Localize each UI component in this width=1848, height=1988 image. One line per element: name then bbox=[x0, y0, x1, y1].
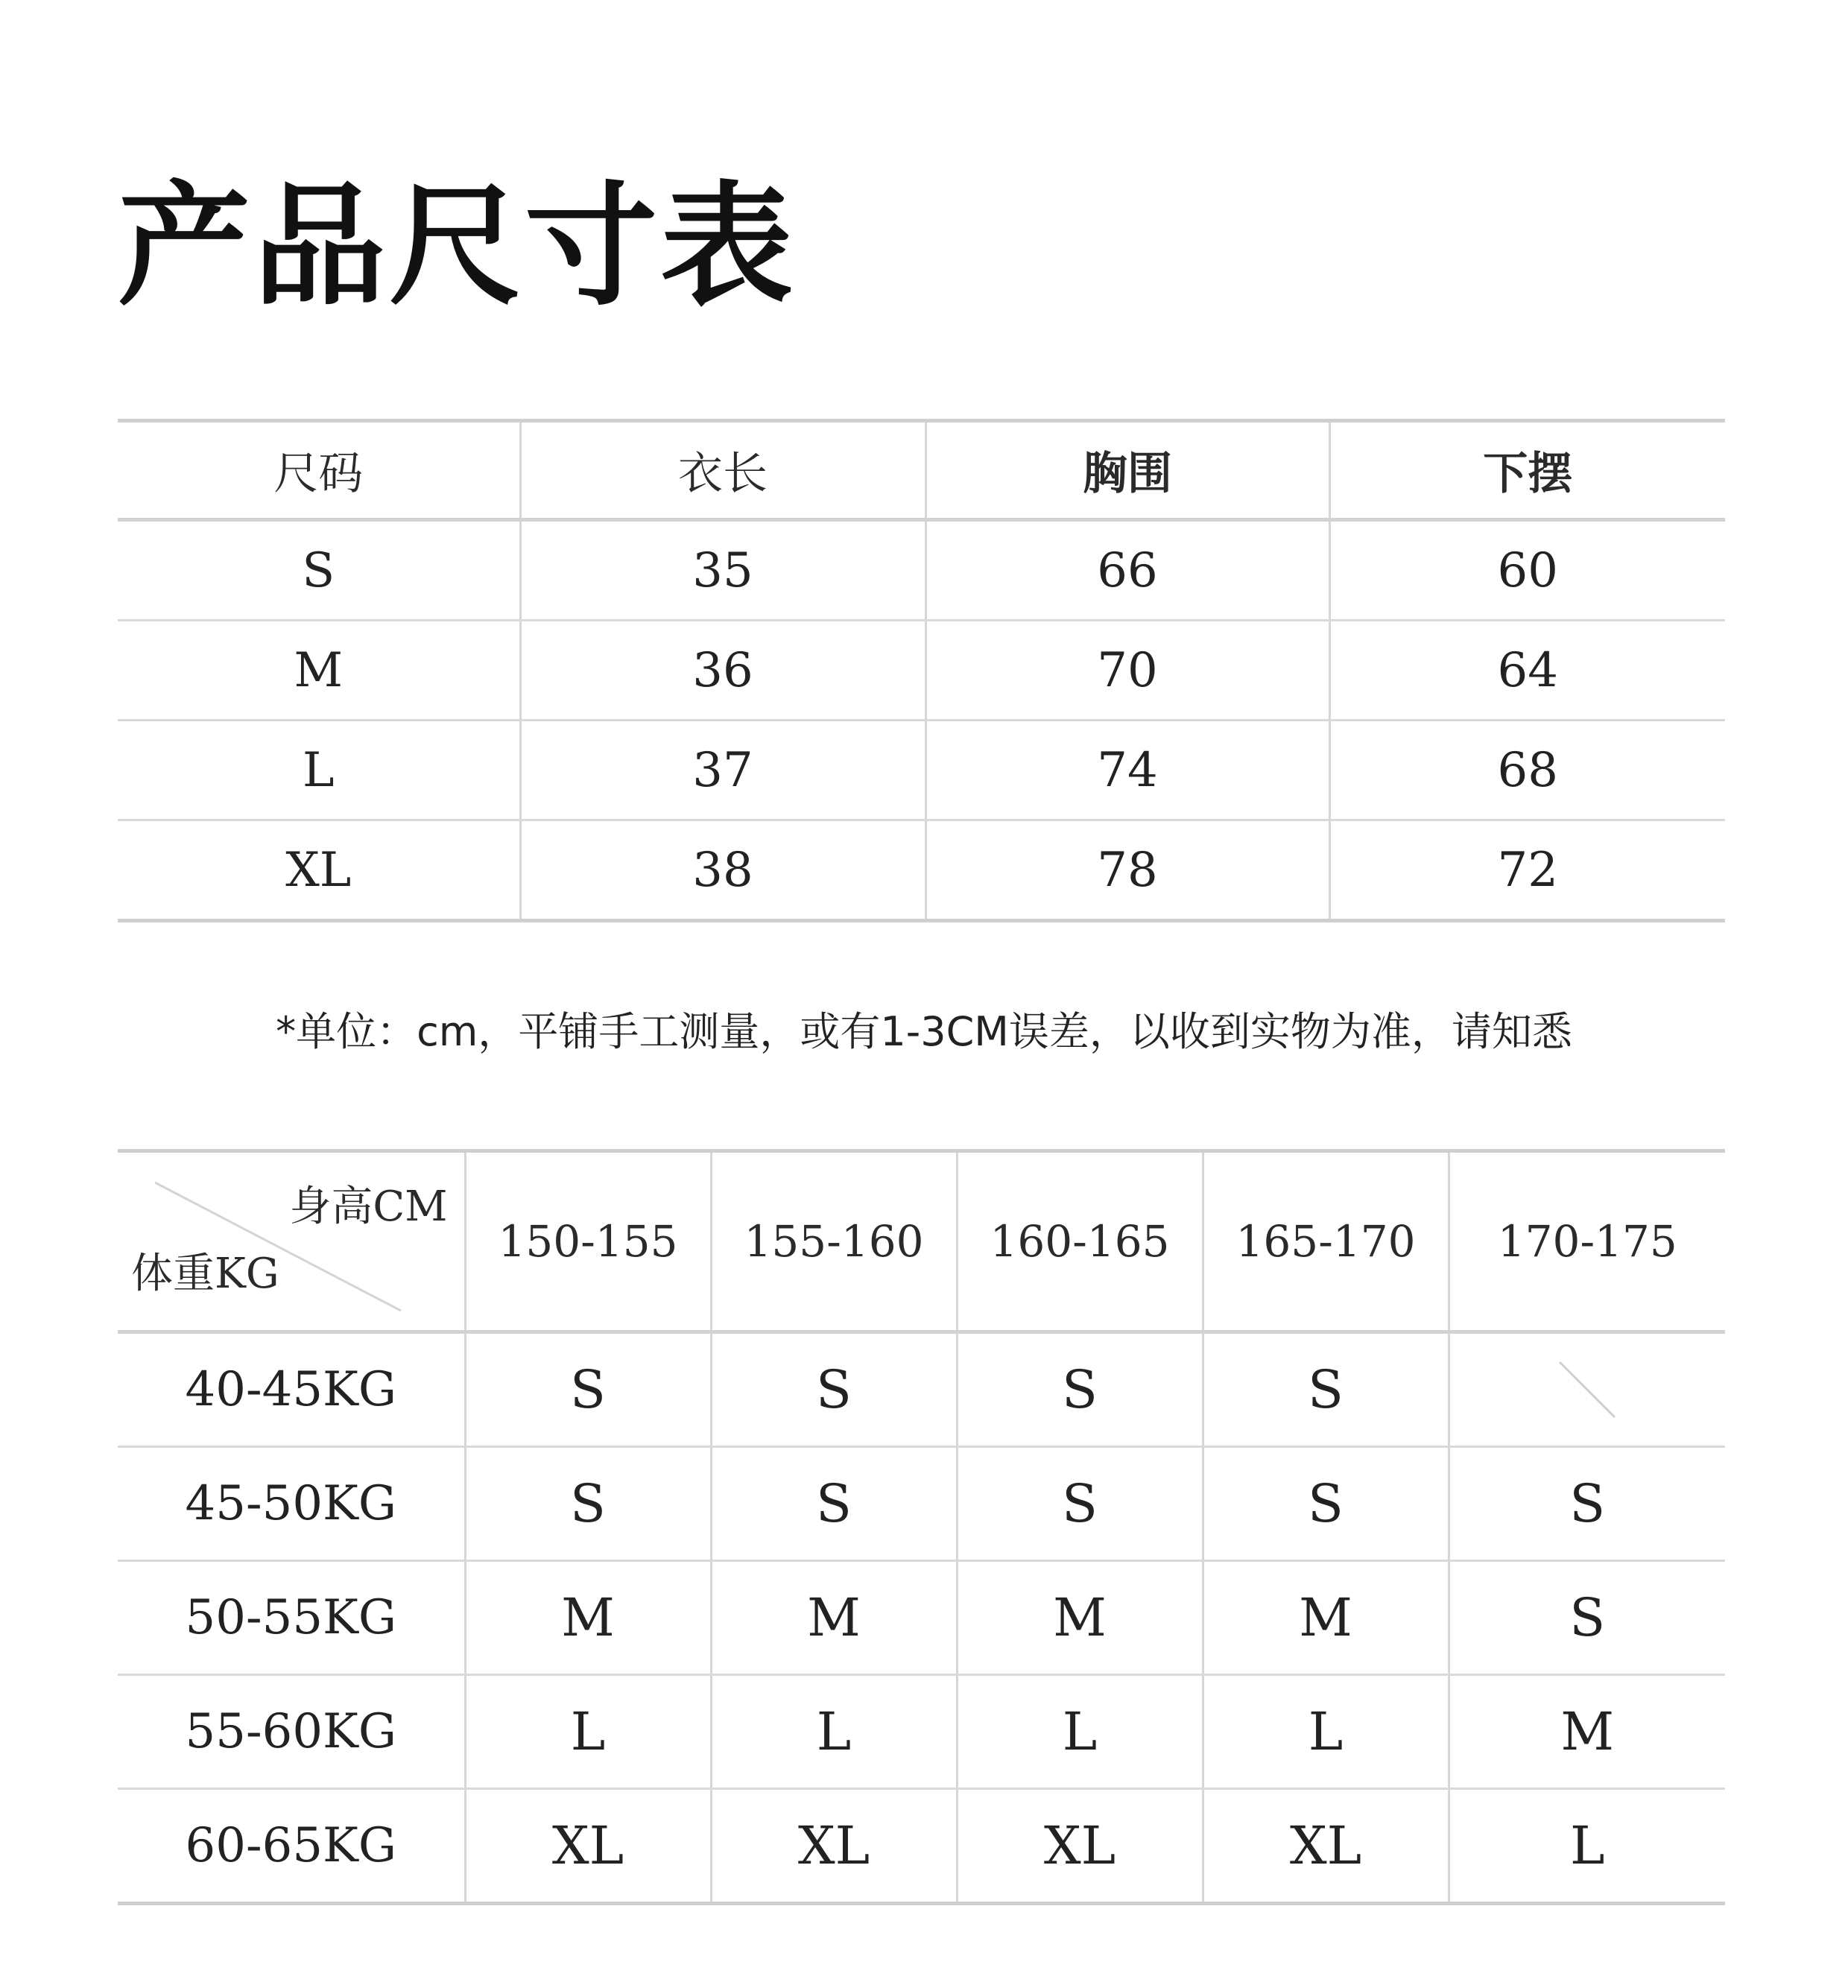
recommended-size-cell: XL bbox=[711, 1789, 957, 1904]
weight-range-cell: 60-65KG bbox=[118, 1789, 465, 1904]
chest-cell: 70 bbox=[925, 621, 1329, 721]
chest-cell: 74 bbox=[925, 721, 1329, 820]
hem-cell: 68 bbox=[1329, 721, 1725, 820]
length-cell: 35 bbox=[520, 520, 925, 621]
recommended-size-cell: XL bbox=[957, 1789, 1203, 1904]
size-header-length: 衣长 bbox=[520, 421, 925, 520]
recommended-size-cell: S bbox=[1449, 1561, 1725, 1675]
recommended-size-cell: L bbox=[957, 1675, 1203, 1789]
hem-cell: 60 bbox=[1329, 520, 1725, 621]
recommended-size-cell: S bbox=[1203, 1447, 1449, 1561]
recommended-size-cell: L bbox=[465, 1675, 711, 1789]
recommended-size-cell: XL bbox=[1203, 1789, 1449, 1904]
height-range-header: 170-175 bbox=[1449, 1151, 1725, 1332]
size-cell: L bbox=[118, 721, 520, 820]
not-applicable-cell bbox=[1449, 1332, 1725, 1447]
hem-cell: 64 bbox=[1329, 621, 1725, 721]
size-cell: M bbox=[118, 621, 520, 721]
corner-header bbox=[118, 1153, 464, 1330]
table-row bbox=[118, 1332, 1725, 1447]
recommended-size-cell: L bbox=[711, 1675, 957, 1789]
size-cell: XL bbox=[118, 820, 520, 921]
chest-cell: 78 bbox=[925, 820, 1329, 921]
size-chart-table bbox=[118, 419, 1725, 922]
height-range-header: 165-170 bbox=[1203, 1151, 1449, 1332]
diagonal-divider bbox=[118, 1153, 465, 1330]
weight-range-cell: 40-45KG bbox=[118, 1332, 465, 1447]
table-row bbox=[118, 1447, 1725, 1561]
recommended-size-cell: M bbox=[957, 1561, 1203, 1675]
size-header-size: 尺码 bbox=[118, 421, 520, 520]
table-row bbox=[118, 820, 1725, 921]
recommended-size-cell: S bbox=[465, 1447, 711, 1561]
chest-cell: 66 bbox=[925, 520, 1329, 621]
recommended-size-cell: S bbox=[711, 1332, 957, 1447]
size-table-header-row bbox=[118, 421, 1725, 520]
height-range-header: 160-165 bbox=[957, 1151, 1203, 1332]
weight-range-cell: 55-60KG bbox=[118, 1675, 465, 1789]
table-row bbox=[118, 721, 1725, 820]
size-recommendation-table bbox=[118, 1149, 1725, 1905]
recommended-size-cell: S bbox=[711, 1447, 957, 1561]
recommended-size-cell: L bbox=[1449, 1789, 1725, 1904]
recommended-size-cell: M bbox=[1449, 1675, 1725, 1789]
rec-table-header-row bbox=[118, 1151, 1725, 1332]
size-header-chest: 胸围 bbox=[925, 421, 1329, 520]
weight-range-cell: 50-55KG bbox=[118, 1561, 465, 1675]
table-row bbox=[118, 1675, 1725, 1789]
length-cell: 37 bbox=[520, 721, 925, 820]
length-cell: 38 bbox=[520, 820, 925, 921]
recommended-size-cell: S bbox=[1203, 1332, 1449, 1447]
weight-axis-label: 体重KG bbox=[131, 1250, 279, 1298]
height-axis-label: 身高CM bbox=[289, 1183, 448, 1231]
recommended-size-cell: M bbox=[465, 1561, 711, 1675]
recommended-size-cell: M bbox=[711, 1561, 957, 1675]
corner-header-cell bbox=[118, 1151, 465, 1332]
size-header-hem: 下摆 bbox=[1329, 421, 1725, 520]
recommended-size-cell: XL bbox=[465, 1789, 711, 1904]
size-cell: S bbox=[118, 520, 520, 621]
recommended-size-cell: M bbox=[1203, 1561, 1449, 1675]
recommended-size-cell: L bbox=[1203, 1675, 1449, 1789]
height-range-header: 155-160 bbox=[711, 1151, 957, 1332]
table-row bbox=[118, 1561, 1725, 1675]
table-row bbox=[118, 520, 1725, 621]
height-range-header: 150-155 bbox=[465, 1151, 711, 1332]
recommended-size-cell: S bbox=[957, 1447, 1203, 1561]
not-applicable-slash bbox=[1554, 1356, 1621, 1423]
page-title: 产品尺寸表 bbox=[118, 168, 796, 323]
table-row bbox=[118, 621, 1725, 721]
weight-range-cell: 45-50KG bbox=[118, 1447, 465, 1561]
length-cell: 36 bbox=[520, 621, 925, 721]
hem-cell: 72 bbox=[1329, 820, 1725, 921]
table-row bbox=[118, 1789, 1725, 1904]
recommended-size-cell: S bbox=[1449, 1447, 1725, 1561]
recommended-size-cell: S bbox=[465, 1332, 711, 1447]
recommended-size-cell: S bbox=[957, 1332, 1203, 1447]
measurement-note: *单位：cm，平铺手工测量，或有1-3CM误差，以收到实物为准，请知悉 bbox=[276, 1008, 1572, 1055]
